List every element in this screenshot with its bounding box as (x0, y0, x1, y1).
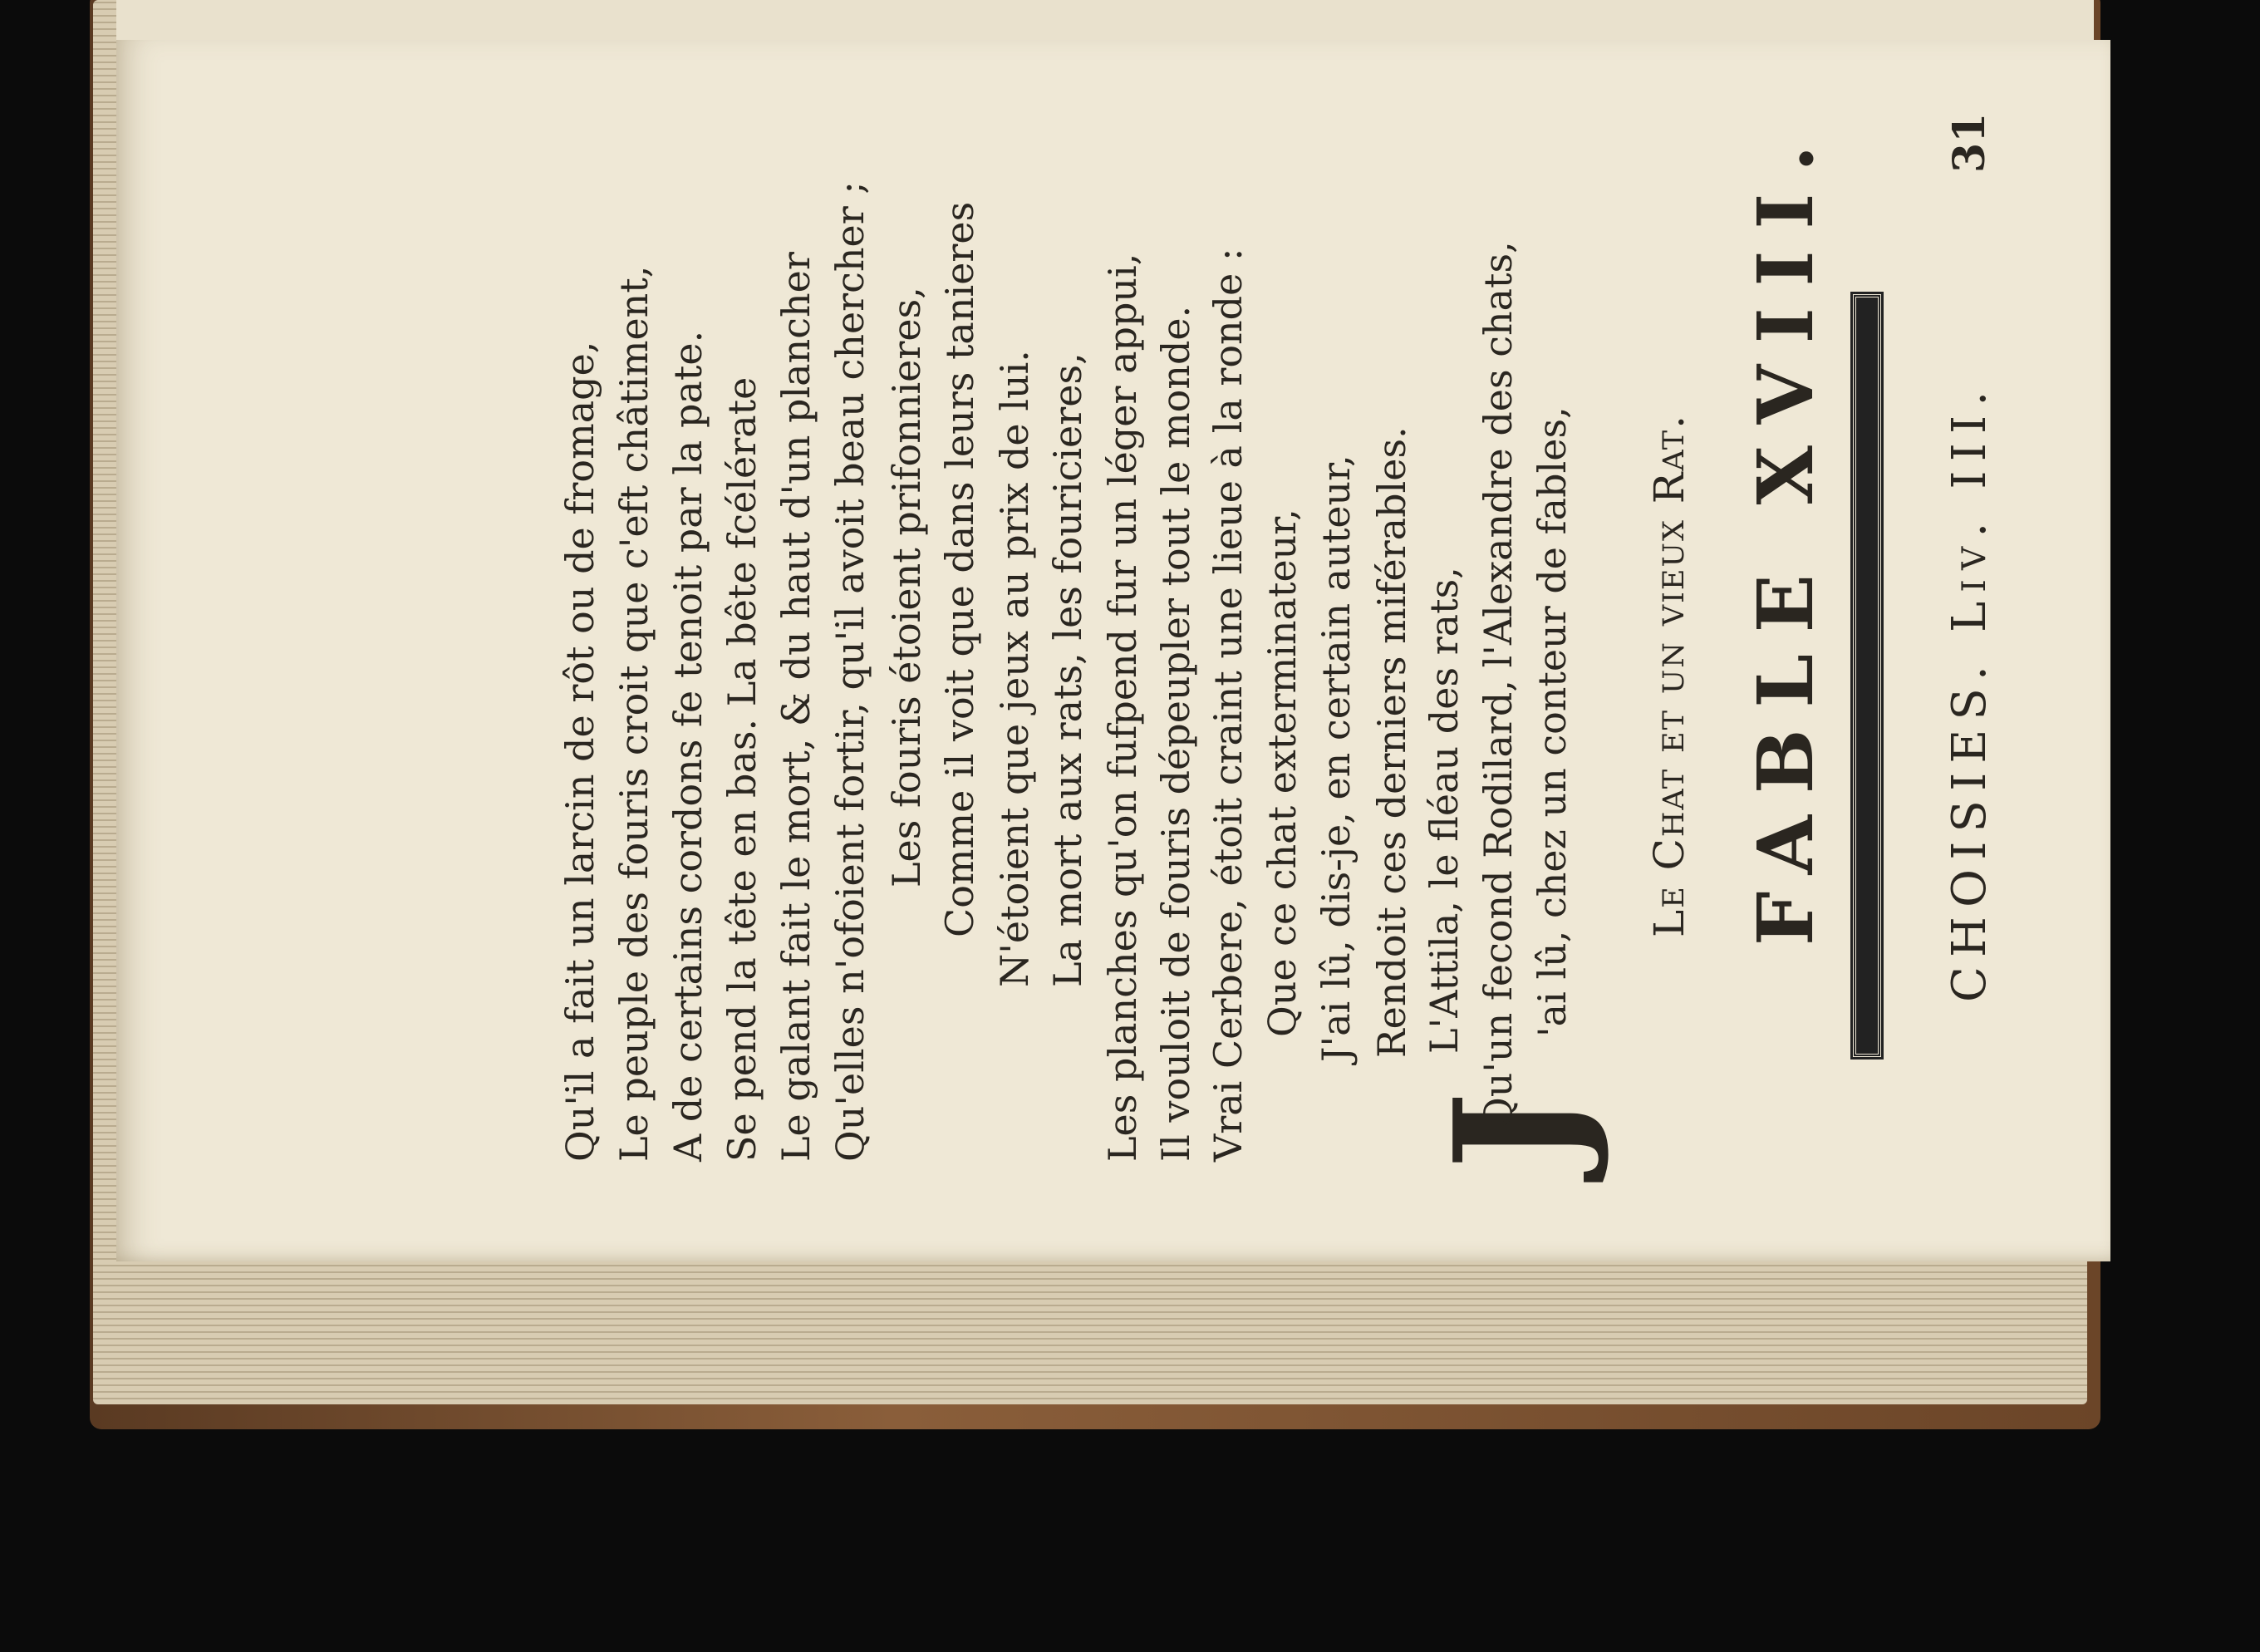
verse-line: Qu'il a fait un larcin de rôt ou de fromage, (558, 341, 602, 1162)
verse-line: 'ai lû, chez un conteur de fables, (1530, 406, 1575, 1037)
previous-page-edge (116, 0, 2094, 42)
page-content-rotated (116, 40, 2110, 1261)
verse-line: A de certains cordons fe tenoit par la pate. (666, 330, 710, 1162)
verse-line: Il vouloit de fouris dépeupler tout le monde. (1153, 305, 1198, 1162)
fable-subtitle: Le Chat et un vieux Rat. (1645, 413, 1693, 937)
verse-line: Se pend la tête en bas. La bête fcélérate (720, 376, 764, 1162)
verse-line: Rendoit ces derniers miférables. (1369, 426, 1414, 1058)
verse-line: Qu'un fecond Rodilard, l'Alexandre des chats, (1476, 241, 1521, 1128)
verse-line: N'étoient que jeux au prix de lui. (992, 350, 1037, 987)
verse-line: Que ce chat exterminateur, (1260, 509, 1304, 1037)
verse-line: L'Attila, le fléau des rats, (1422, 567, 1467, 1054)
book-page (116, 40, 2110, 1261)
page-number: 31 (1944, 112, 1995, 173)
verse-line: La mort aux rats, les fouricieres, (1045, 352, 1090, 987)
drop-cap: J (1418, 1091, 1614, 1170)
verse-line: Le galant fait le mort, & du haut d'un plancher (774, 252, 818, 1162)
verse-line: J'ai lû, dis-je, en certain auteur, (1314, 455, 1358, 1062)
verse-line: Vrai Cerbere, étoit craint une lieue à la ronde : (1206, 248, 1250, 1162)
verse-line: Comme il voit que dans leurs tanieres (937, 201, 982, 937)
verse-line: Le peuple des fouris croit que c'eft châtiment, (612, 265, 656, 1162)
title-rule (1853, 294, 1881, 1057)
verse-line: Qu'elles n'ofoient fortir, qu'il avoit beau chercher ; (828, 181, 872, 1162)
verse-line: Les fouris étoient prifonnieres, (884, 287, 929, 887)
verse-line: Les planches qu'on fufpend fur un léger appui, (1100, 253, 1145, 1162)
running-head: CHOISIES. Liv. III. (1943, 381, 1997, 1002)
fable-title: FABLE XVIII. (1741, 124, 1830, 946)
